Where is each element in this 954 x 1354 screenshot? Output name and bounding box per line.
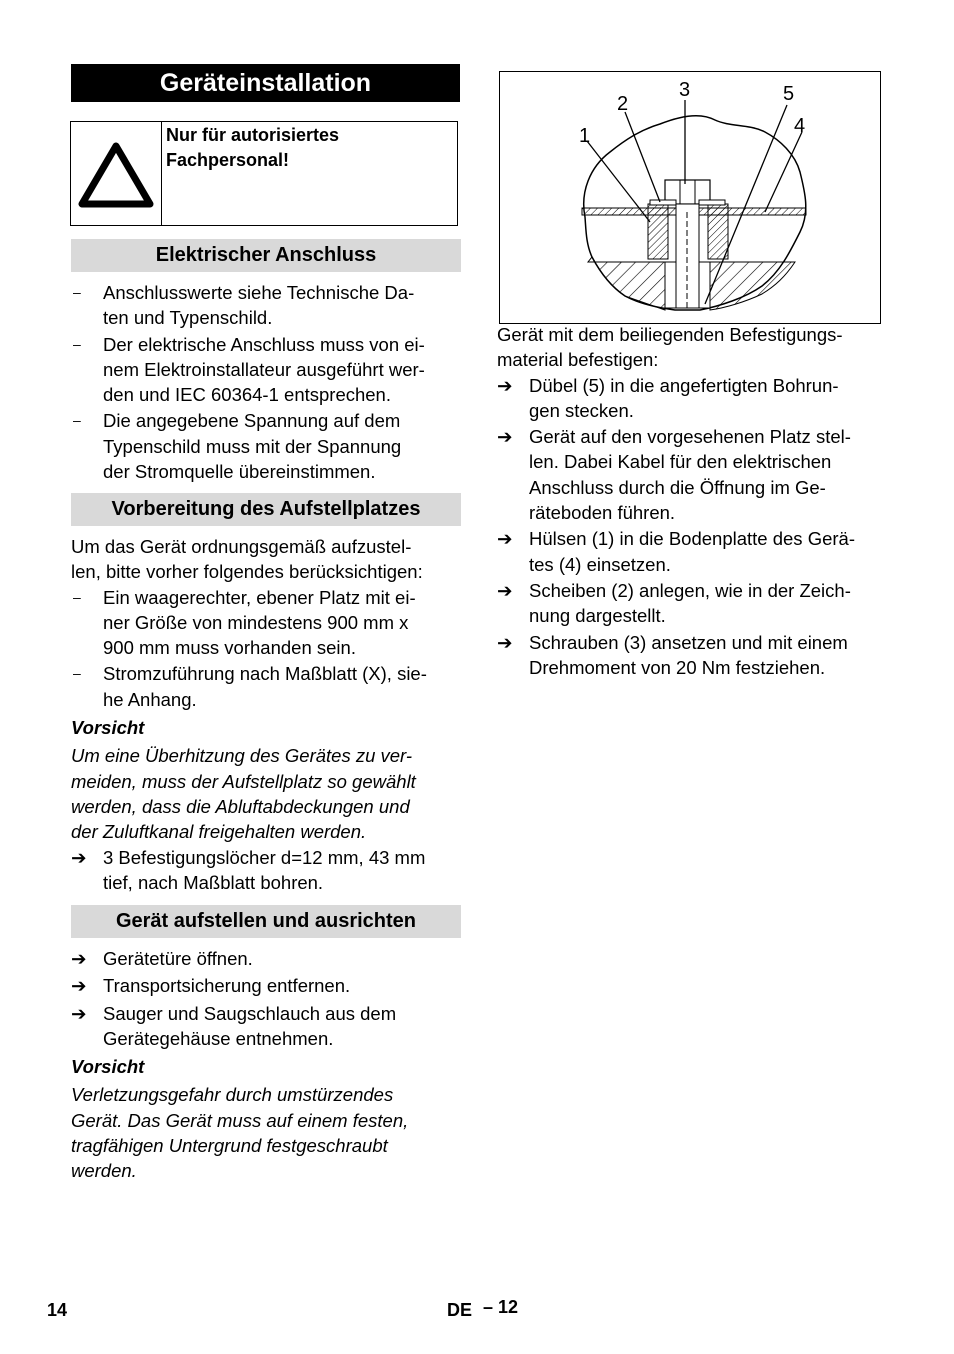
warning-triangle-icon [71, 122, 162, 225]
step-item: ➔ Gerätetüre öffnen. [71, 946, 466, 971]
step-item: ➔ 3 Befestigungslöcher d=12 mm, 43 mm tief, nach Maßblatt bohren. [71, 846, 426, 893]
step-item: ➔ Schrauben (3) ansetzen und mit einem Drehmoment von 20 Nm festziehen. [497, 631, 848, 678]
list-item: – Ein waagerechter, ebener Platz mit ei- ner Größe von mindestens 900 mm x 900 mm muss vorhanden sein. [73, 586, 416, 659]
section-heading-prep: Vorbereitung des Aufstellplatzes [71, 493, 461, 526]
arrow-icon: ➔ [497, 426, 513, 448]
arrow-icon: ➔ [71, 846, 87, 868]
step-item: ➔ Sauger und Saugschlauch aus dem Gerätegehäuse entnehmen. [71, 1002, 397, 1049]
caution-text: Um eine Überhitzung des Gerätes zu ver- meiden, muss der Aufstellplatz so gewählt werden, dass die Abluftabdeckungen und der Zuluftkanal freigehalten werden. [71, 745, 416, 843]
prep-intro: Um das Gerät ordnungsgemäß aufzustel- len, bitte vorher folgendes berücksichtigen: [71, 536, 423, 583]
step-item: ➔ Scheiben (2) anlegen, wie in der Zeich- nung dargestellt. [497, 579, 851, 627]
list-item: – Die angegebene Spannung auf dem Typenschild muss mit der Spannung der Stromquelle übereinstimmen. [73, 410, 402, 483]
arrow-icon: ➔ [497, 631, 513, 653]
warning-text: Nur für autorisiertes Fachpersonal! [166, 125, 340, 170]
sub-page-number: – 12 [483, 1297, 519, 1317]
arrow-icon: ➔ [497, 579, 513, 601]
section-heading-electrical: Elektrischer Anschluss [71, 239, 461, 272]
figure-label-4: 4 [794, 115, 806, 137]
prep-content [71, 534, 466, 895]
dash-marker: – [73, 588, 81, 605]
step-item: ➔ Transportsicherung entfernen. [71, 973, 466, 998]
page-number: 14 [47, 1300, 68, 1320]
electrical-list [71, 280, 466, 484]
figure-label-2: 2 [617, 93, 629, 115]
dash-marker: – [73, 284, 81, 300]
step-item: ➔ Hülsen (1) in die Bodenplatte des Gerä- tes (4) einsetzen. [497, 528, 855, 575]
mounting-drawing [500, 72, 880, 323]
caution-label: Vorsicht [71, 717, 145, 739]
list-item: – Anschlusswerte siehe Technische Da- ten und Typenschild. [73, 282, 415, 329]
step-item: ➔ Gerät auf den vorgesehenen Platz stel- len. Dabei Kabel für den elektrischen Anschluss durch die Öffnung im Ge- räteboden führen. [497, 426, 851, 524]
warning-box [70, 121, 458, 226]
arrow-icon: ➔ [71, 948, 87, 969]
right-column [497, 322, 897, 680]
arrow-icon: ➔ [497, 374, 513, 396]
caution-label: Vorsicht [71, 1056, 145, 1078]
figure-label-1: 1 [579, 125, 591, 147]
page-title: Geräteinstallation [71, 64, 460, 102]
mounting-figure [499, 71, 881, 324]
step-item: ➔ Dübel (5) in die angefertigten Bohrun- gen stecken. [497, 374, 839, 421]
arrow-icon: ➔ [497, 528, 513, 550]
figure-label-3: 3 [679, 79, 691, 101]
dash-marker: – [73, 335, 81, 352]
setup-content [71, 946, 466, 1184]
arrow-icon: ➔ [71, 1002, 87, 1024]
list-item: – Stromzuführung nach Maßblatt (X), sie- he Anhang. [73, 663, 427, 710]
right-intro: Gerät mit dem beiliegenden Befestigungs- material befestigen: [497, 324, 843, 371]
arrow-icon: ➔ [71, 975, 87, 997]
dash-marker: – [73, 412, 81, 429]
dash-marker: – [73, 665, 81, 682]
caution-text: Verletzungsgefahr durch umstürzendes Gerät. Das Gerät muss auf einem festen, tragfähigen Untergrund festgeschraubt werden. [71, 1084, 409, 1182]
language-code: DE [447, 1300, 473, 1320]
list-item: – Der elektrische Anschluss muss von ei- nem Elektroinstallateur ausgeführt wer- den und IEC 60364-1 entsprechen. [73, 333, 425, 406]
section-heading-setup: Gerät aufstellen und ausrichten [71, 905, 461, 938]
figure-label-5: 5 [783, 83, 795, 105]
